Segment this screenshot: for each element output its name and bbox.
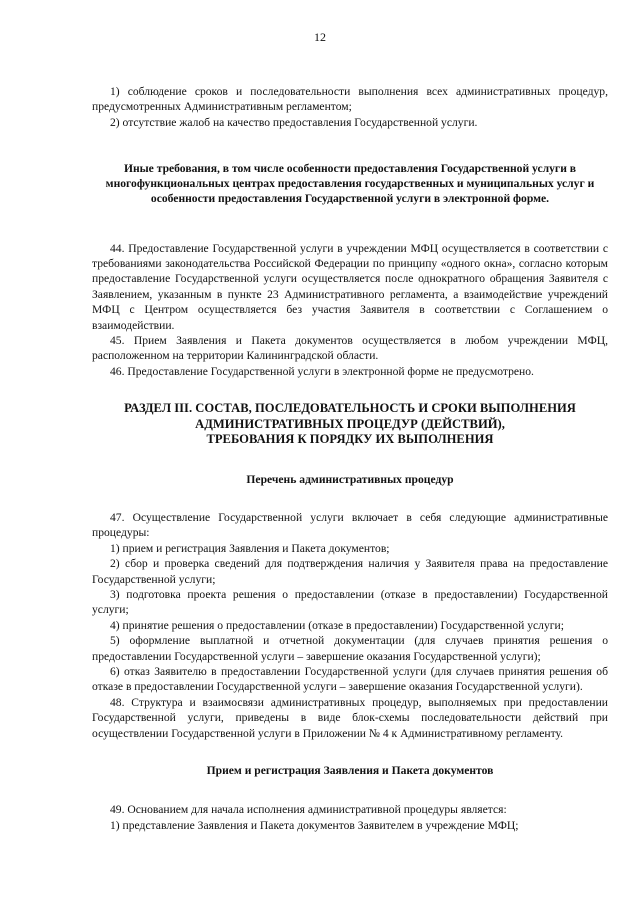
procedure-item-4: 4) принятие решения о предоставлении (отказе в предоставлении) Государственной услуги; bbox=[110, 618, 564, 632]
paragraph-47: 47. Осуществление Государственной услуги включает в себя следующие административные процедуры: bbox=[92, 510, 608, 540]
procedure-item-5: 5) оформление выплатной и отчетной документации (для случаев принятия решения о предоставлении Государственной услуги – завершение оказания Государственной услуги); bbox=[92, 634, 608, 663]
procedure-item-2: 2) сбор и проверка сведений для подтверждения наличия у Заявителя права на предоставление Государственной услуги; bbox=[92, 557, 608, 586]
paragraph-45: 45. Прием Заявления и Пакета документов осуществляется в любом учреждении МФЦ, расположенном на территории Калининградской области. bbox=[92, 334, 608, 363]
page-content bbox=[92, 84, 608, 833]
paragraph-49-item-1: 1) представление Заявления и Пакета документов Заявителем в учреждение МФЦ; bbox=[110, 818, 519, 832]
heading-reception-registration: Прием и регистрация Заявления и Пакета документов bbox=[206, 763, 494, 777]
procedure-item-1: 1) прием и регистрация Заявления и Пакета документов; bbox=[110, 541, 390, 555]
paragraph-46: 46. Предоставление Государственной услуги в электронной форме не предусмотрено. bbox=[110, 364, 534, 378]
procedure-item-3: 3) подготовка проекта решения о предоставлении (отказе в предоставлении) Государственной услуги; bbox=[92, 587, 608, 617]
section-heading-line-3: ТРЕБОВАНИЯ К ПОРЯДКУ ИХ ВЫПОЛНЕНИЯ bbox=[206, 432, 494, 447]
page-number: 12 bbox=[314, 30, 326, 44]
heading-other-requirements: Иные требования, в том числе особенности предоставления Государственной услуги в многофункциональных центрах предоставления государственных и муниципальных услуг и особенности предоставления Государственной услуги в электронной форме. bbox=[105, 162, 595, 205]
section-heading bbox=[92, 401, 608, 447]
paragraph-49: 49. Основанием для начала исполнения административной процедуры является: bbox=[110, 803, 507, 817]
paragraph-criteria-1: 1) соблюдение сроков и последовательности выполнения всех административных процедур, предусмотренных Административным регламентом; bbox=[92, 85, 608, 114]
paragraph-48: 48. Структура и взаимосвязи административных процедур, выполняемых при предоставлении Государственной услуги, приведены в виде блок-схемы последовательности действий при осуществлении Государственной услуги в Приложении № 4 к Административному регламенту. bbox=[92, 695, 608, 740]
section-heading-line-2: АДМИНИСТРАТИВНЫХ ПРОЦЕДУР (ДЕЙСТВИЙ), bbox=[195, 416, 505, 431]
paragraph-criteria-2: 2) отсутствие жалоб на качество предоставления Государственной услуги. bbox=[110, 115, 478, 129]
paragraph-44: 44. Предоставление Государственной услуги в учреждении МФЦ осуществляется в соответствии с требованиями законодательства Российской Федерации по принципу «одного окна», согласно которым предоставление Государственной услуги осуществляется после однократного обращения Заявителя с Заявлением, указанным в пункте 23 Административного регламента, а взаимодействие учреждений МФЦ с Центром осуществляется без участия Заявителя в соответствии с Соглашением о взаимодействии. bbox=[92, 241, 608, 332]
section-heading-line-1: РАЗДЕЛ III. СОСТАВ, ПОСЛЕДОВАТЕЛЬНОСТЬ И СРОКИ ВЫПОЛНЕНИЯ bbox=[124, 401, 576, 416]
procedure-item-6: 6) отказ Заявителю в предоставлении Государственной услуги (для случаев принятия решения об отказе в предоставлении Государственной услуги – завершение оказания Государственной услуги). bbox=[92, 664, 608, 694]
heading-procedures-list: Перечень административных процедур bbox=[246, 473, 454, 487]
